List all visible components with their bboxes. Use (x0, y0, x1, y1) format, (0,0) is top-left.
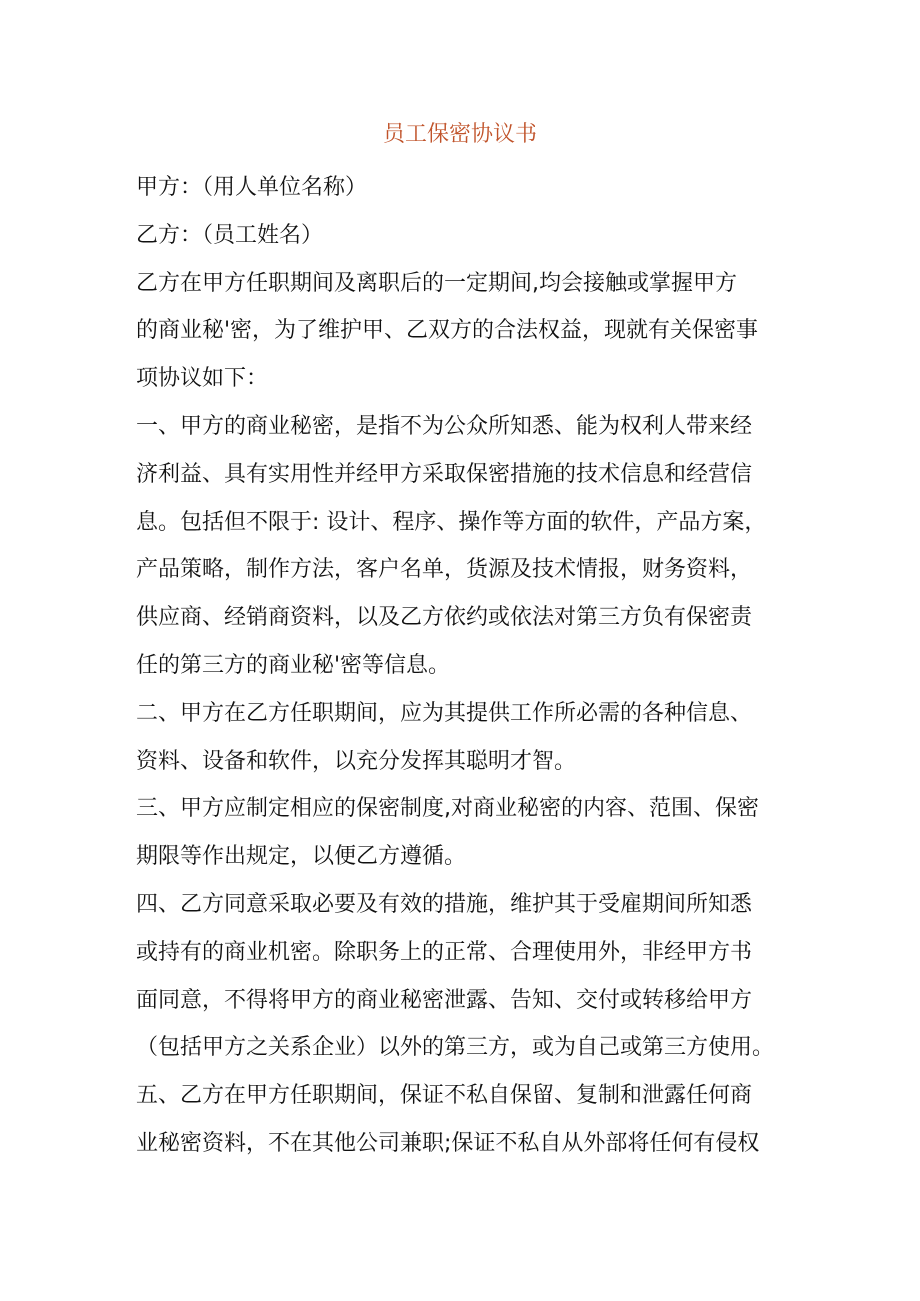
clause-2-line: 资料、设备和软件，以充分发挥其聪明才智。 (136, 748, 577, 774)
clause-1-line: 息。包括但不限于: 设计、程序、操作等方面的软件，产品方案， (136, 509, 767, 535)
clause-1-line: 任的第三方的商业秘'密等信息。 (136, 652, 451, 678)
clause-4-line: 面同意，不得将甲方的商业秘密泄露、告知、交付或转移给甲方 (136, 987, 753, 1013)
clause-5-line: 业秘密资料，不在其他公司兼职;保证不私自从外部将任何有侵权 (136, 1130, 760, 1156)
preamble-line: 项协议如下： (136, 366, 269, 392)
clause-3-line: 期限等作出规定，以便乙方遵循。 (136, 844, 467, 870)
preamble-line: 乙方在甲方任职期间及离职后的一定期间,均会接触或掌握甲方 (136, 270, 737, 296)
document-body (136, 164, 796, 1168)
preamble-line: 的商业秘'密，为了维护甲、乙双方的合法权益，现就有关保密事 (136, 318, 759, 344)
clause-1-line: 产品策略，制作方法，客户名单，货源及技术情报，财务资料， (136, 557, 753, 583)
clause-1-line: 济利益、具有实用性并经甲方采取保密措施的技术信息和经营信 (136, 461, 753, 487)
clause-4-line: （包括甲方之关系企业）以外的第三方，或为自己或第三方使用。 (136, 1035, 775, 1061)
clause-3-line: 三、甲方应制定相应的保密制度,对商业秘密的内容、范围、保密 (136, 796, 759, 822)
clause-4-line: 四、乙方同意采取必要及有效的措施，维护其于受雇期间所知悉 (136, 891, 753, 917)
clause-4-line: 或持有的商业机密。除职务上的正常、合理使用外，非经甲方书 (136, 939, 753, 965)
clause-1-line: 供应商、经销商资料，以及乙方依约或依法对第三方负有保密责 (136, 605, 753, 631)
document-title: 员工保密协议书 (382, 122, 537, 147)
clause-1-line: 一、甲方的商业秘密，是指不为公众所知悉、能为权利人带来经 (136, 413, 753, 439)
party-b-line: 乙方：（员工姓名） (136, 222, 324, 248)
clause-5-line: 五、乙方在甲方任职期间，保证不私自保留、复制和泄露任何商 (136, 1083, 753, 1109)
clause-2-line: 二、甲方在乙方任职期间，应为其提供工作所必需的各种信息、 (136, 700, 753, 726)
party-a-line: 甲方：（用人单位名称） (136, 175, 368, 200)
